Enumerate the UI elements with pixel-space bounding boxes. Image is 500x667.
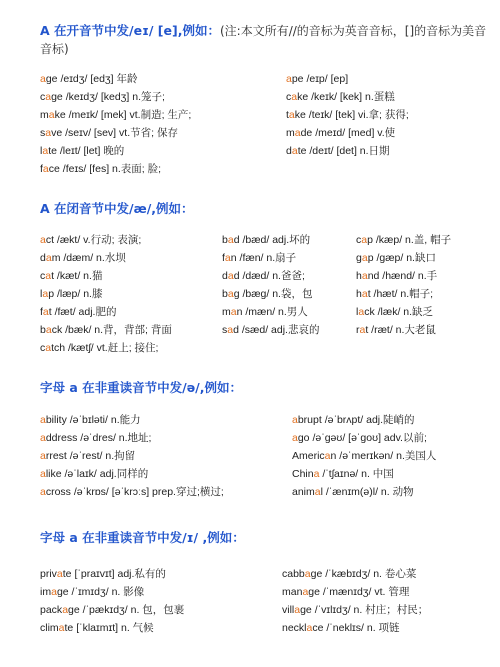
- word-rest: ke /keɪk/ [kek] n.蛋糕: [297, 91, 395, 103]
- word-entry: [40, 124, 191, 142]
- highlighted-letter: a: [62, 604, 69, 616]
- highlighted-letter: a: [294, 604, 301, 616]
- word-rest: brupt /əˈbrʌpt/ adj.陡峭的: [297, 414, 415, 426]
- word-rest: te [ˈklaɪmɪt] n. 气候: [64, 622, 154, 634]
- word-rest: ke /teɪk/ [tek] vi.拿; 获得;: [294, 109, 409, 121]
- word-prefix: f: [40, 163, 43, 175]
- highlighted-letter: a: [40, 234, 46, 246]
- word-rest: te [ˈpraɪvɪt] adj.私有的: [62, 568, 166, 580]
- section-heading-open-syllable: [40, 22, 490, 58]
- word-prefix: l: [40, 145, 43, 157]
- highlighted-letter: a: [40, 486, 46, 498]
- word-prefix: clim: [40, 622, 59, 634]
- highlighted-letter: a: [42, 145, 49, 157]
- word-prefix: c: [286, 91, 292, 103]
- word-entry: [40, 429, 224, 447]
- word-rest: d /bæd/ adj.坏的: [233, 234, 311, 246]
- word-prefix: c: [40, 270, 46, 282]
- word-entry: [40, 88, 191, 106]
- word-prefix: d: [222, 270, 228, 282]
- word-entry: [356, 231, 451, 249]
- word-rest: rrest /əˈrest/ n.拘留: [45, 450, 136, 462]
- word-rest: t /hæt/ n.帽子;: [367, 288, 434, 300]
- word-entry: [286, 88, 409, 106]
- word-rest: ct /ækt/ v.行动; 表演;: [45, 234, 142, 246]
- word-prefix: t: [286, 109, 289, 121]
- word-prefix: b: [222, 234, 228, 246]
- word-entry: [40, 142, 191, 160]
- word-entry: [40, 411, 224, 429]
- highlighted-letter: a: [45, 324, 52, 336]
- highlighted-letter: a: [45, 91, 52, 103]
- word-entry: [356, 285, 451, 303]
- word-entry: [286, 142, 409, 160]
- word-rest: n /fæn/ n.扇子: [230, 252, 297, 264]
- word-entry: [292, 411, 436, 429]
- word-prefix: c: [40, 91, 46, 103]
- word-prefix: neckl: [282, 622, 307, 634]
- highlighted-letter: a: [306, 622, 313, 634]
- highlighted-letter: a: [45, 342, 52, 354]
- highlighted-letter: a: [58, 622, 65, 634]
- word-entry: [222, 303, 319, 321]
- word-rest: bility /əˈbɪləti/ n.能力: [45, 414, 141, 426]
- heading-text: A 在开音节中发/eɪ/ [e],例如：: [40, 23, 220, 38]
- word-rest: ce /feɪs/ [fes] n.表面; 脸;: [48, 163, 162, 175]
- word-rest: ge /ˈɪmɪdʒ/ n. 影像: [56, 586, 145, 598]
- word-rest: p /læp/ n.膝: [48, 288, 103, 300]
- word-rest: t /fæt/ adj.肥的: [48, 306, 117, 318]
- highlighted-letter: a: [224, 252, 231, 264]
- word-prefix: c: [40, 342, 46, 354]
- word-entry: [286, 124, 409, 142]
- word-rest: ve /seɪv/ [sev] vt.节省; 保存: [51, 127, 178, 139]
- word-entry: [356, 267, 451, 285]
- word-column: [222, 231, 319, 339]
- word-entry: [292, 483, 436, 501]
- section-heading-closed-syllable: [40, 200, 490, 218]
- word-entry: [286, 106, 409, 124]
- highlighted-letter: a: [361, 288, 368, 300]
- word-prefix: m: [222, 306, 231, 318]
- word-entry: [222, 249, 319, 267]
- word-entry: [292, 465, 436, 483]
- word-entry: [286, 70, 409, 88]
- word-rest: p /kæp/ n.盖, 帽子: [367, 234, 452, 246]
- word-column: [40, 231, 172, 357]
- word-rest: n /əˈmerɪkən/ n.美国人: [330, 450, 437, 462]
- word-rest: t /kæt/ n.猫: [51, 270, 103, 282]
- word-entry: [40, 339, 172, 357]
- word-entry: [40, 231, 172, 249]
- highlighted-letter: a: [40, 414, 46, 426]
- word-entry: [40, 565, 184, 583]
- word-prefix: d: [40, 252, 46, 264]
- word-prefix: s: [40, 127, 46, 139]
- word-entry: [40, 285, 172, 303]
- word-prefix: l: [40, 288, 43, 300]
- word-prefix: man: [282, 586, 303, 598]
- word-rest: ck /læk/ n.缺乏: [364, 306, 434, 318]
- highlighted-letter: a: [292, 432, 298, 444]
- word-column: [40, 411, 224, 501]
- word-entry: [222, 285, 319, 303]
- word-prefix: s: [222, 324, 228, 336]
- word-entry: [40, 447, 224, 465]
- word-rest: d /dæd/ n.爸爸;: [233, 270, 305, 282]
- word-entry: [356, 303, 451, 321]
- highlighted-letter: a: [313, 468, 320, 480]
- word-entry: [40, 321, 172, 339]
- highlighted-letter: a: [40, 73, 46, 85]
- word-rest: like /əˈlaɪk/ adj.同样的: [45, 468, 149, 480]
- word-rest: ke /meɪk/ [mek] vt.制造; 生产;: [54, 109, 192, 121]
- word-entry: [40, 483, 224, 501]
- section-heading-unstressed-i: [40, 529, 490, 547]
- word-rest: te /leɪt/ [let] 晚的: [48, 145, 125, 157]
- word-rest: m /dæm/ n.水坝: [51, 252, 126, 264]
- word-rest: l /ˈænɪm(ə)l/ n. 动物: [320, 486, 414, 498]
- word-entry: [40, 465, 224, 483]
- word-entry: [292, 447, 436, 465]
- word-prefix: m: [286, 127, 295, 139]
- word-entry: [40, 267, 172, 285]
- highlighted-letter: a: [51, 586, 57, 598]
- highlighted-letter: a: [361, 252, 368, 264]
- highlighted-letter: a: [304, 568, 311, 580]
- word-column: [356, 231, 451, 339]
- word-entry: [222, 231, 319, 249]
- highlighted-letter: a: [292, 414, 298, 426]
- word-prefix: g: [356, 252, 362, 264]
- word-entry: [282, 619, 428, 637]
- word-prefix: c: [356, 234, 362, 246]
- highlighted-letter: a: [291, 145, 298, 157]
- heading-text: 字母 a 在非重读音节中发/ɪ/ ,例如：: [40, 530, 245, 545]
- word-column: [282, 565, 428, 637]
- highlighted-letter: a: [230, 306, 237, 318]
- highlighted-letter: a: [361, 270, 368, 282]
- highlighted-letter: a: [45, 127, 52, 139]
- word-entry: [40, 160, 191, 178]
- word-entry: [40, 70, 191, 88]
- word-rest: p /gæp/ n.缺口: [367, 252, 436, 264]
- word-entry: [282, 565, 428, 583]
- word-rest: go /əˈgəʊ/ [əˈgoʊ] adv.以前;: [297, 432, 427, 444]
- word-prefix: cabb: [282, 568, 305, 580]
- highlighted-letter: a: [42, 288, 49, 300]
- highlighted-letter: a: [358, 306, 365, 318]
- word-rest: ddress /əˈdres/ n.地址;: [45, 432, 152, 444]
- word-entry: [40, 303, 172, 321]
- word-entry: [40, 106, 191, 124]
- word-rest: ck /bæk/ n.背，背部; 背面: [51, 324, 172, 336]
- word-rest: n /mæn/ n.男人: [236, 306, 308, 318]
- highlighted-letter: a: [40, 468, 46, 480]
- word-column: [286, 70, 409, 160]
- word-rest: ge /ˈpækɪdʒ/ n. 包，包裹: [68, 604, 185, 616]
- word-prefix: r: [356, 324, 360, 336]
- word-entry: [356, 249, 451, 267]
- word-prefix: f: [40, 306, 43, 318]
- word-prefix: h: [356, 288, 362, 300]
- word-prefix: d: [286, 145, 292, 157]
- word-rest: pe /eɪp/ [ep]: [291, 73, 349, 85]
- word-entry: [40, 601, 184, 619]
- word-prefix: vill: [282, 604, 295, 616]
- highlighted-letter: a: [359, 324, 366, 336]
- word-rest: tch /kætʃ/ vt.赶上; 接住;: [51, 342, 159, 354]
- word-prefix: priv: [40, 568, 57, 580]
- word-column: [292, 411, 436, 501]
- word-rest: ge /ˈmænɪdʒ/ vt. 管理: [308, 586, 410, 598]
- word-rest: ce /ˈneklɪs/ n. 项链: [312, 622, 400, 634]
- word-entry: [282, 601, 428, 619]
- heading-text: 字母 a 在非重读音节中发/ə/,例如：: [40, 380, 242, 395]
- word-prefix: b: [222, 288, 228, 300]
- word-rest: /ˈtʃaɪnə/ n. 中国: [319, 468, 394, 480]
- word-column: [40, 70, 191, 178]
- highlighted-letter: a: [302, 586, 309, 598]
- highlighted-letter: a: [56, 568, 63, 580]
- word-prefix: l: [356, 306, 359, 318]
- word-entry: [40, 249, 172, 267]
- word-prefix: m: [40, 109, 49, 121]
- word-column: [40, 565, 184, 637]
- word-entry: [40, 583, 184, 601]
- word-prefix: Chin: [292, 468, 314, 480]
- highlighted-letter: a: [227, 234, 234, 246]
- word-prefix: b: [40, 324, 46, 336]
- highlighted-letter: a: [324, 450, 331, 462]
- word-rest: ge /eɪdʒ/ [edʒ] 年龄: [45, 73, 138, 85]
- highlighted-letter: a: [45, 252, 52, 264]
- word-rest: ge /ˈvɪlɪdʒ/ n. 村庄；村民；: [300, 604, 429, 616]
- word-rest: nd /hænd/ n.手: [367, 270, 438, 282]
- heading-text: A 在闭音节中发/æ/,例如：: [40, 201, 194, 216]
- word-prefix: Americ: [292, 450, 325, 462]
- highlighted-letter: a: [42, 306, 49, 318]
- highlighted-letter: a: [286, 73, 292, 85]
- highlighted-letter: a: [227, 324, 234, 336]
- highlighted-letter: a: [227, 288, 234, 300]
- word-entry: [292, 429, 436, 447]
- word-entry: [282, 583, 428, 601]
- word-prefix: pack: [40, 604, 63, 616]
- word-rest: te /deɪt/ [det] n.日期: [297, 145, 390, 157]
- highlighted-letter: a: [294, 127, 301, 139]
- highlighted-letter: a: [48, 109, 55, 121]
- word-prefix: h: [356, 270, 362, 282]
- highlighted-letter: a: [227, 270, 234, 282]
- word-rest: d /sæd/ adj.悲哀的: [233, 324, 320, 336]
- highlighted-letter: a: [314, 486, 321, 498]
- heading-note: (注:本文所有//的音标为英音音标，[]的音标为美音音标): [40, 24, 487, 56]
- word-prefix: anim: [292, 486, 315, 498]
- word-rest: t /ræt/ n.大老鼠: [365, 324, 436, 336]
- word-entry: [222, 321, 319, 339]
- highlighted-letter: a: [40, 432, 46, 444]
- highlighted-letter: a: [361, 234, 368, 246]
- highlighted-letter: a: [45, 270, 52, 282]
- highlighted-letter: a: [40, 450, 46, 462]
- word-rest: de /meɪd/ [med] v.使: [300, 127, 396, 139]
- word-entry: [356, 321, 451, 339]
- section-heading-unstressed-schwa: [40, 379, 490, 397]
- word-prefix: im: [40, 586, 52, 598]
- word-rest: ge /keɪdʒ/ [kedʒ] n.笼子;: [51, 91, 165, 103]
- word-rest: cross /əˈkrɒs/ [əˈkrɔːs] prep.穿过;横过;: [45, 486, 224, 498]
- word-entry: [40, 619, 184, 637]
- highlighted-letter: a: [42, 163, 49, 175]
- word-rest: ge /ˈkæbɪdʒ/ n. 卷心菜: [310, 568, 417, 580]
- word-entry: [222, 267, 319, 285]
- highlighted-letter: a: [291, 91, 298, 103]
- highlighted-letter: a: [288, 109, 295, 121]
- word-rest: g /bæg/ n.袋，包: [233, 288, 313, 300]
- word-prefix: f: [222, 252, 225, 264]
